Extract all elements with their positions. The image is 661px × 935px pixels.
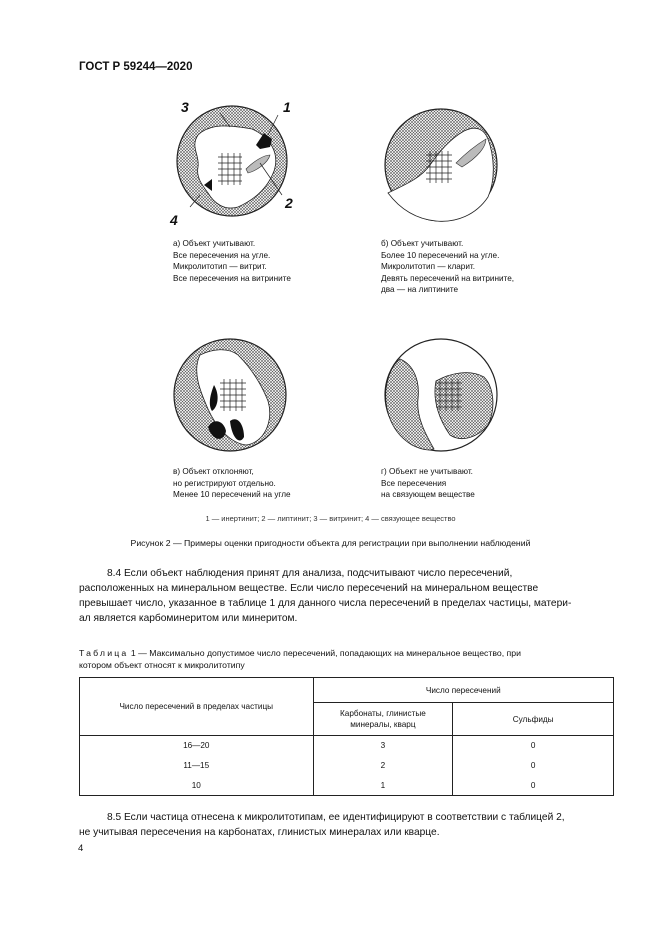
figure-panel-c-diagram	[160, 325, 310, 465]
label-3: 3	[181, 99, 189, 115]
table-caption: Таблица 1 — Максимально допустимое число пересечений, попадающих на минеральное вещество, при котором объект относят к микролитотипу	[79, 648, 521, 670]
caption-panel-c: в) Объект отклоняют, но регистрируют отдельно. Менее 10 пересечений на угле	[173, 467, 291, 500]
label-4: 4	[170, 212, 178, 228]
table-row: 10 1 0	[80, 776, 614, 796]
figure-panel-d-diagram	[370, 325, 520, 465]
caption-panel-b: б) Объект учитывают. Более 10 пересечений на угле. Микролитотип — кларит. Девять пересечений на витрините, два — на липтините	[381, 239, 515, 295]
figure-caption: Рисунок 2 — Примеры оценки пригодности объекта для регистрации при выполнении наблюдений	[130, 538, 531, 548]
figure-panel-b-diagram	[370, 95, 520, 235]
label-1: 1	[283, 99, 291, 115]
table-row: 16—20 3 0	[80, 736, 614, 756]
table-1	[79, 677, 614, 796]
label-2: 2	[285, 195, 293, 211]
paragraph-8-5: 8.5 Если частица отнесена к микролитотипам, ее идентифицируют в соответствии с таблицей 2, не учитывая пересечения на карбонатах, глинистых минералах или кварце.	[79, 812, 565, 838]
header-carbonates: Карбонаты, глинистые минералы, кварц	[313, 703, 453, 736]
page-number: 4	[78, 843, 84, 854]
figure-panel-a-diagram	[160, 95, 310, 235]
figure-legend: 1 — инертинит; 2 — липтинит; 3 — витринит; 4 — связующее вещество	[205, 514, 456, 523]
header-intersections: Число пересечений	[313, 678, 613, 703]
paragraph-8-4: 8.4 Если объект наблюдения принят для анализа, подсчитывают число пересечений, расположенных на минеральном веществе. Если число пересечений на минеральном веществе превышает число, указанное в таблице 1 для данного числа пересечений в пределах частицы, матери- ал является карбоминеритом или минеритом.	[79, 568, 572, 624]
document-header: ГОСТ Р 59244—2020	[79, 61, 193, 73]
caption-panel-d: г) Объект не учитывают. Все пересечения на связующем веществе	[381, 467, 475, 500]
header-sulfides: Сульфиды	[453, 703, 614, 736]
caption-panel-a: а) Объект учитывают. Все пересечения на угле. Микролитотип — витрит. Все пересечения на витрините	[173, 239, 291, 283]
header-particle: Число пересечений в пределах частицы	[80, 678, 314, 736]
table-row: 11—15 2 0	[80, 756, 614, 776]
